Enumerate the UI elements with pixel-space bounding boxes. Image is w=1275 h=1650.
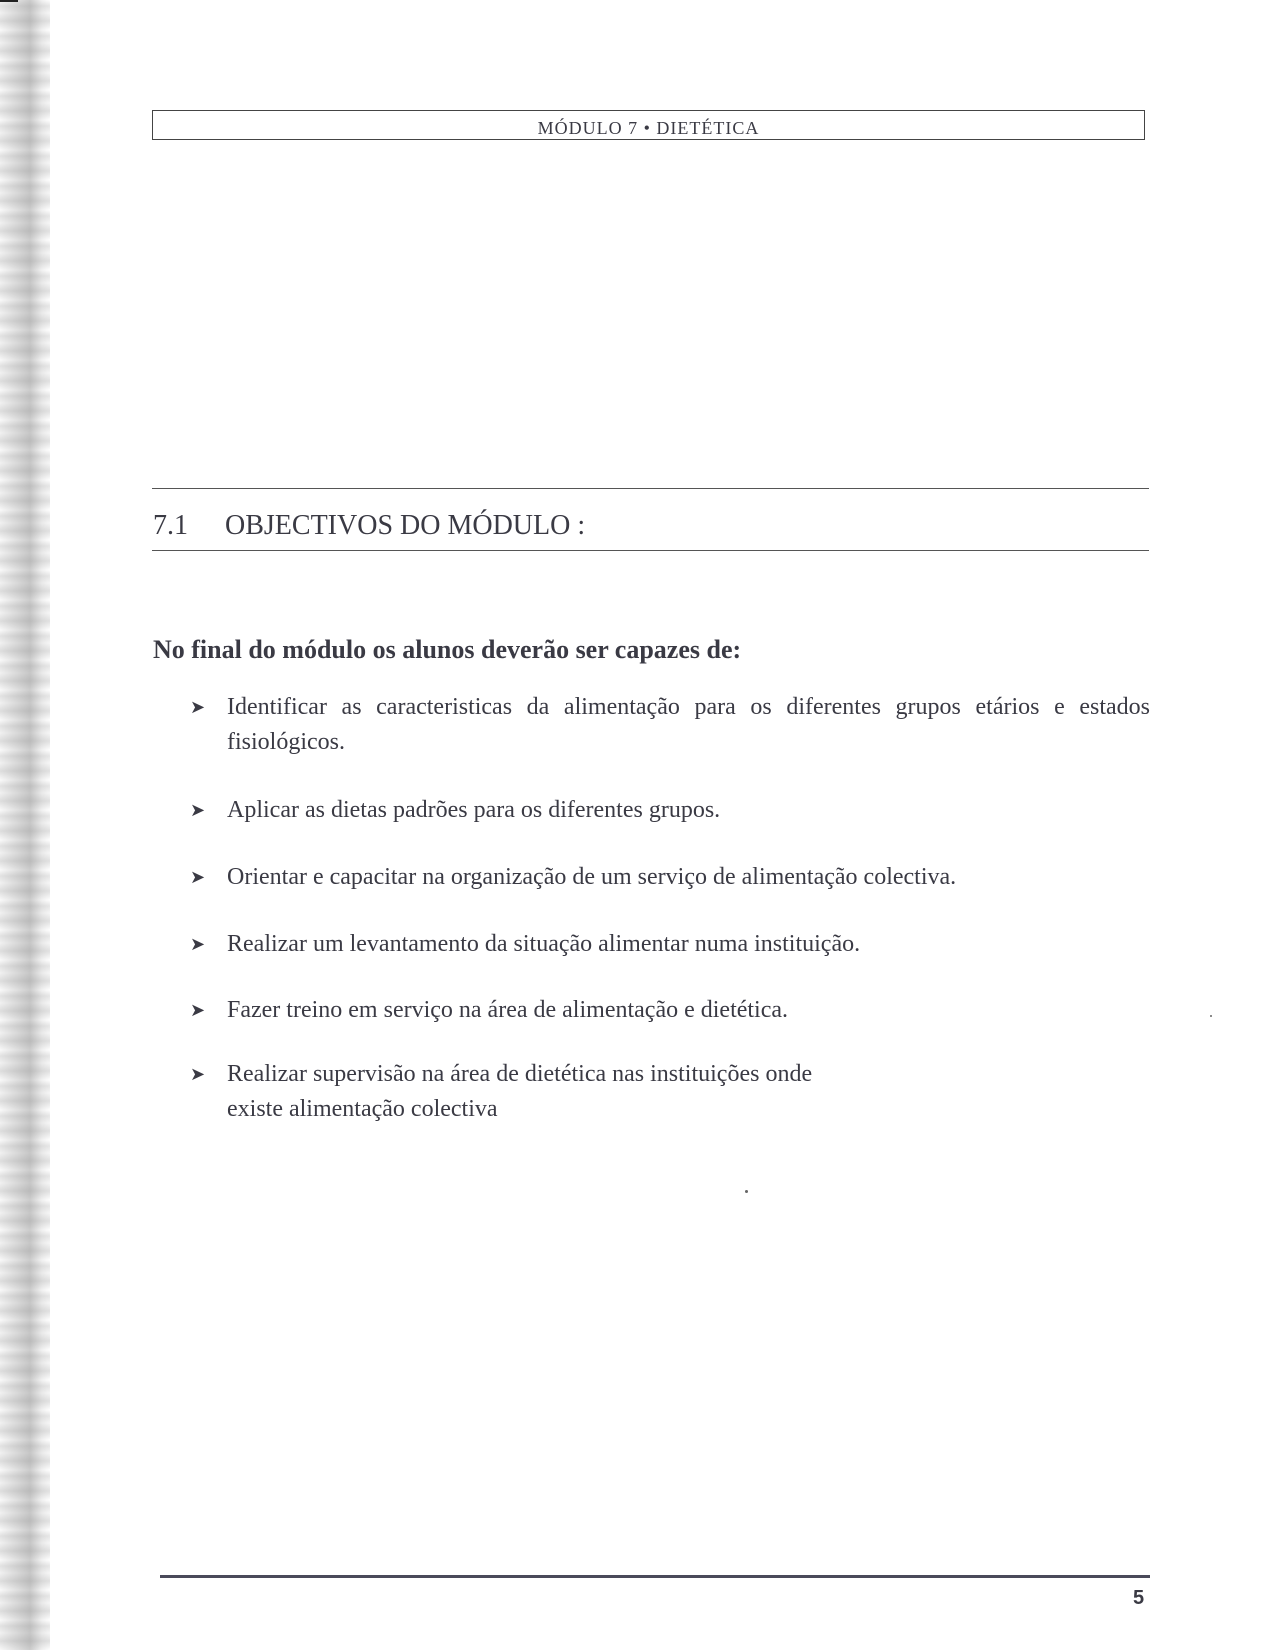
section-number: 7.1 (153, 510, 188, 541)
scan-speck (1210, 1015, 1212, 1017)
intro-text: No final do módulo os alunos deverão ser capazes de: (153, 635, 742, 664)
list-item (190, 690, 1150, 760)
page-number: 5 (1133, 1587, 1145, 1609)
objective-text: Realizar um levantamento da situação alimentar numa instituição. (227, 931, 861, 957)
triangle-arrow-icon: ➤ (190, 697, 206, 718)
section-title: OBJECTIVOS DO MÓDULO : (225, 510, 586, 541)
list-item (190, 927, 1150, 962)
objective-text: Orientar e capacitar na organização de um serviço de alimentação colectiva. (227, 864, 957, 890)
list-item (190, 1057, 830, 1127)
running-header-title: MÓDULO 7 • DIETÉTICA (537, 118, 760, 138)
objective-text: Identificar as caracteristicas da alimentação para os diferentes grupos etários e estados fisiológicos. (227, 694, 1150, 755)
section-rule-top (152, 488, 1149, 489)
triangle-arrow-icon: ➤ (190, 800, 206, 821)
scan-binding-edge (0, 0, 50, 1650)
triangle-arrow-icon: ➤ (190, 1000, 206, 1021)
triangle-arrow-icon: ➤ (190, 867, 206, 888)
running-header (152, 110, 1145, 140)
triangle-arrow-icon: ➤ (190, 934, 206, 955)
footer-rule (160, 1575, 1150, 1578)
list-item (190, 793, 1150, 828)
list-item (190, 860, 1150, 895)
objective-text: Fazer treino em serviço na área de alimentação e dietética. (227, 997, 789, 1023)
scan-mark (0, 0, 18, 2)
objective-text: Realizar supervisão na área de dietética nas instituições onde existe alimentação colectiva (227, 1061, 813, 1122)
section-heading (153, 510, 585, 542)
objective-text: Aplicar as dietas padrões para os diferentes grupos. (227, 797, 721, 823)
list-item (190, 993, 1150, 1028)
triangle-arrow-icon: ➤ (190, 1064, 206, 1085)
scan-speck (745, 1190, 748, 1193)
section-rule-bottom (152, 550, 1149, 551)
